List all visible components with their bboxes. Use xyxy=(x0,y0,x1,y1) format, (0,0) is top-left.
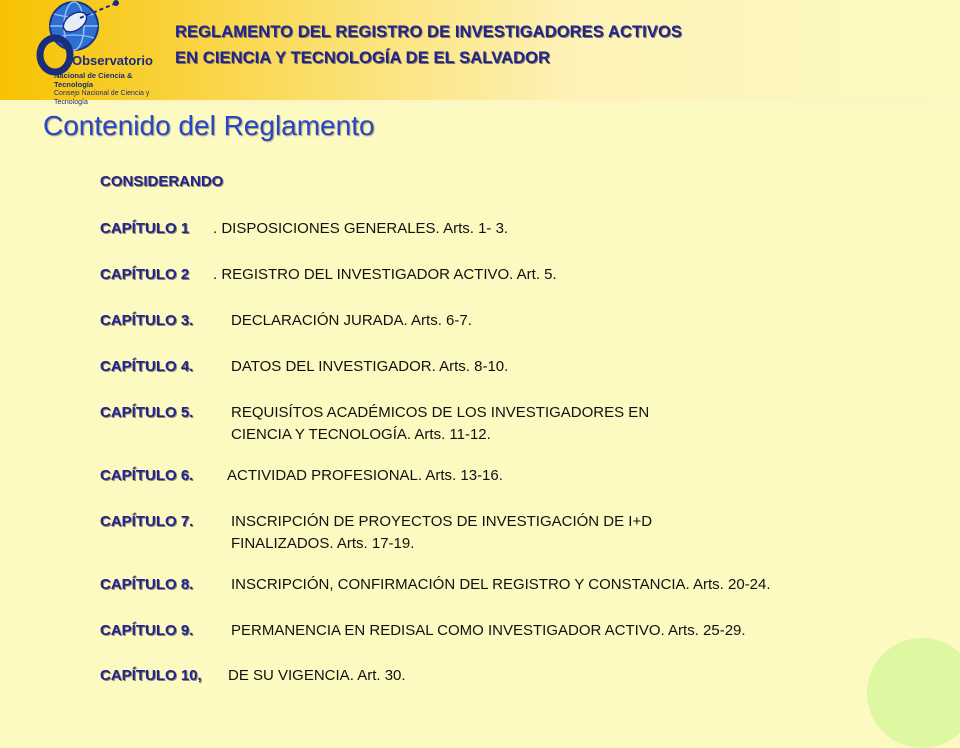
logo-caption-line2: Consejo Nacional de Ciencia y Tecnología xyxy=(54,90,150,106)
chapter-description: DATOS DEL INVESTIGADOR. Arts. 8-10. xyxy=(231,358,509,375)
section-title: Contenido del Reglamento xyxy=(43,110,375,141)
chapter-description: DE SU VIGENCIA. Art. 30. xyxy=(228,667,406,684)
chapter-label: CAPÍTULO 5. xyxy=(100,404,194,421)
chapter-description: INSCRIPCIÓN, CONFIRMACIÓN DEL REGISTRO Y CONSTANCIA. Arts. 20-24. xyxy=(231,576,771,593)
decorative-circle xyxy=(867,638,960,748)
logo-caption-line1: Nacional de Ciencia & Tecnología xyxy=(54,71,133,89)
chapter-label: CAPÍTULO 8. xyxy=(100,576,194,593)
observatorio-logo xyxy=(22,0,172,106)
logo-caption xyxy=(54,71,172,107)
chapter-description: DECLARACIÓN JURADA. Arts. 6-7. xyxy=(231,312,472,329)
header-title xyxy=(175,19,682,71)
chapter-description: . REGISTRO DEL INVESTIGADOR ACTIVO. Art. 5. xyxy=(213,266,557,283)
logo-word: Observatorio xyxy=(72,53,153,68)
considerando-heading: CONSIDERANDO xyxy=(100,173,224,190)
header-title-line2: EN CIENCIA Y TECNOLOGÍA DE EL SALVADOR xyxy=(175,49,551,67)
chapter-description-continued: CIENCIA Y TECNOLOGÍA. Arts. 11-12. xyxy=(231,426,491,443)
chapter-label: CAPÍTULO 9. xyxy=(100,622,194,639)
chapter-label: CAPÍTULO 6. xyxy=(100,467,194,484)
chapter-label: CAPÍTULO 7. xyxy=(100,513,194,530)
chapter-label: CAPÍTULO 4. xyxy=(100,358,194,375)
header-title-line1: REGLAMENTO DEL REGISTRO DE INVESTIGADORES ACTIVOS xyxy=(175,23,682,41)
chapter-label: CAPÍTULO 3. xyxy=(100,312,194,329)
chapter-description: ACTIVIDAD PROFESIONAL. Arts. 13-16. xyxy=(227,467,503,484)
chapter-label: CAPÍTULO 1 xyxy=(100,220,190,237)
chapter-label: CAPÍTULO 2 xyxy=(100,266,190,283)
chapter-description-continued: FINALIZADOS. Arts. 17-19. xyxy=(231,535,415,552)
chapter-description: REQUISÍTOS ACADÉMICOS DE LOS INVESTIGADORES EN xyxy=(231,404,650,421)
chapter-description: INSCRIPCIÓN DE PROYECTOS DE INVESTIGACIÓN DE I+D xyxy=(231,513,653,530)
chapter-label: CAPÍTULO 10, xyxy=(100,667,202,684)
chapter-description: PERMANENCIA EN REDISAL COMO INVESTIGADOR ACTIVO. Arts. 25-29. xyxy=(231,622,746,639)
chapter-description: . DISPOSICIONES GENERALES. Arts. 1- 3. xyxy=(213,220,509,237)
